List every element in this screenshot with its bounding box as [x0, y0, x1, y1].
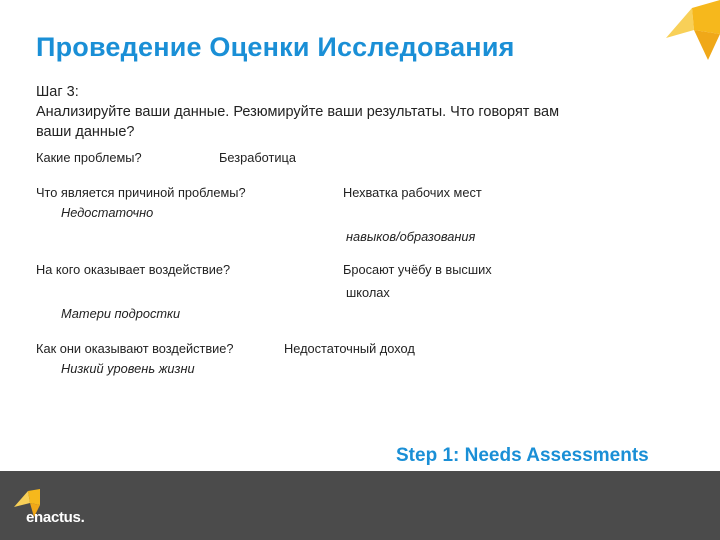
sub-cause-left: Недостаточно [61, 205, 154, 220]
corner-decoration-icon [648, 0, 720, 62]
answer-problems: Безработица [219, 150, 296, 165]
answer-cause: Нехватка рабочих мест [343, 185, 482, 200]
question-cause: Что является причиной проблемы? [36, 185, 246, 200]
sub-affected-left: Матери подростки [61, 306, 181, 321]
sub-impact-left: Низкий уровень жизни [61, 361, 195, 376]
question-affected: На кого оказывает воздействие? [36, 262, 231, 277]
step-label: Шаг 3: [36, 84, 79, 100]
question-impact: Как они оказывают воздействие? [36, 341, 234, 356]
answer-affected-line1: Бросают учёбу в высших [343, 262, 492, 277]
logo-text: enactus. [26, 509, 85, 526]
sub-cause-right: навыков/образования [346, 229, 476, 244]
answer-impact: Недостаточный доход [284, 341, 415, 356]
step-description: Анализируйте ваши данные. Резюмируйте ваши результаты. Что говорят вам ваши данные? [36, 104, 560, 140]
slide-title: Проведение Оценки Исследования [36, 32, 515, 62]
question-problems: Какие проблемы? [36, 150, 142, 165]
footer-step-label: Step 1: Needs Assessments [396, 445, 649, 466]
answer-affected-line2: школах [346, 285, 390, 300]
